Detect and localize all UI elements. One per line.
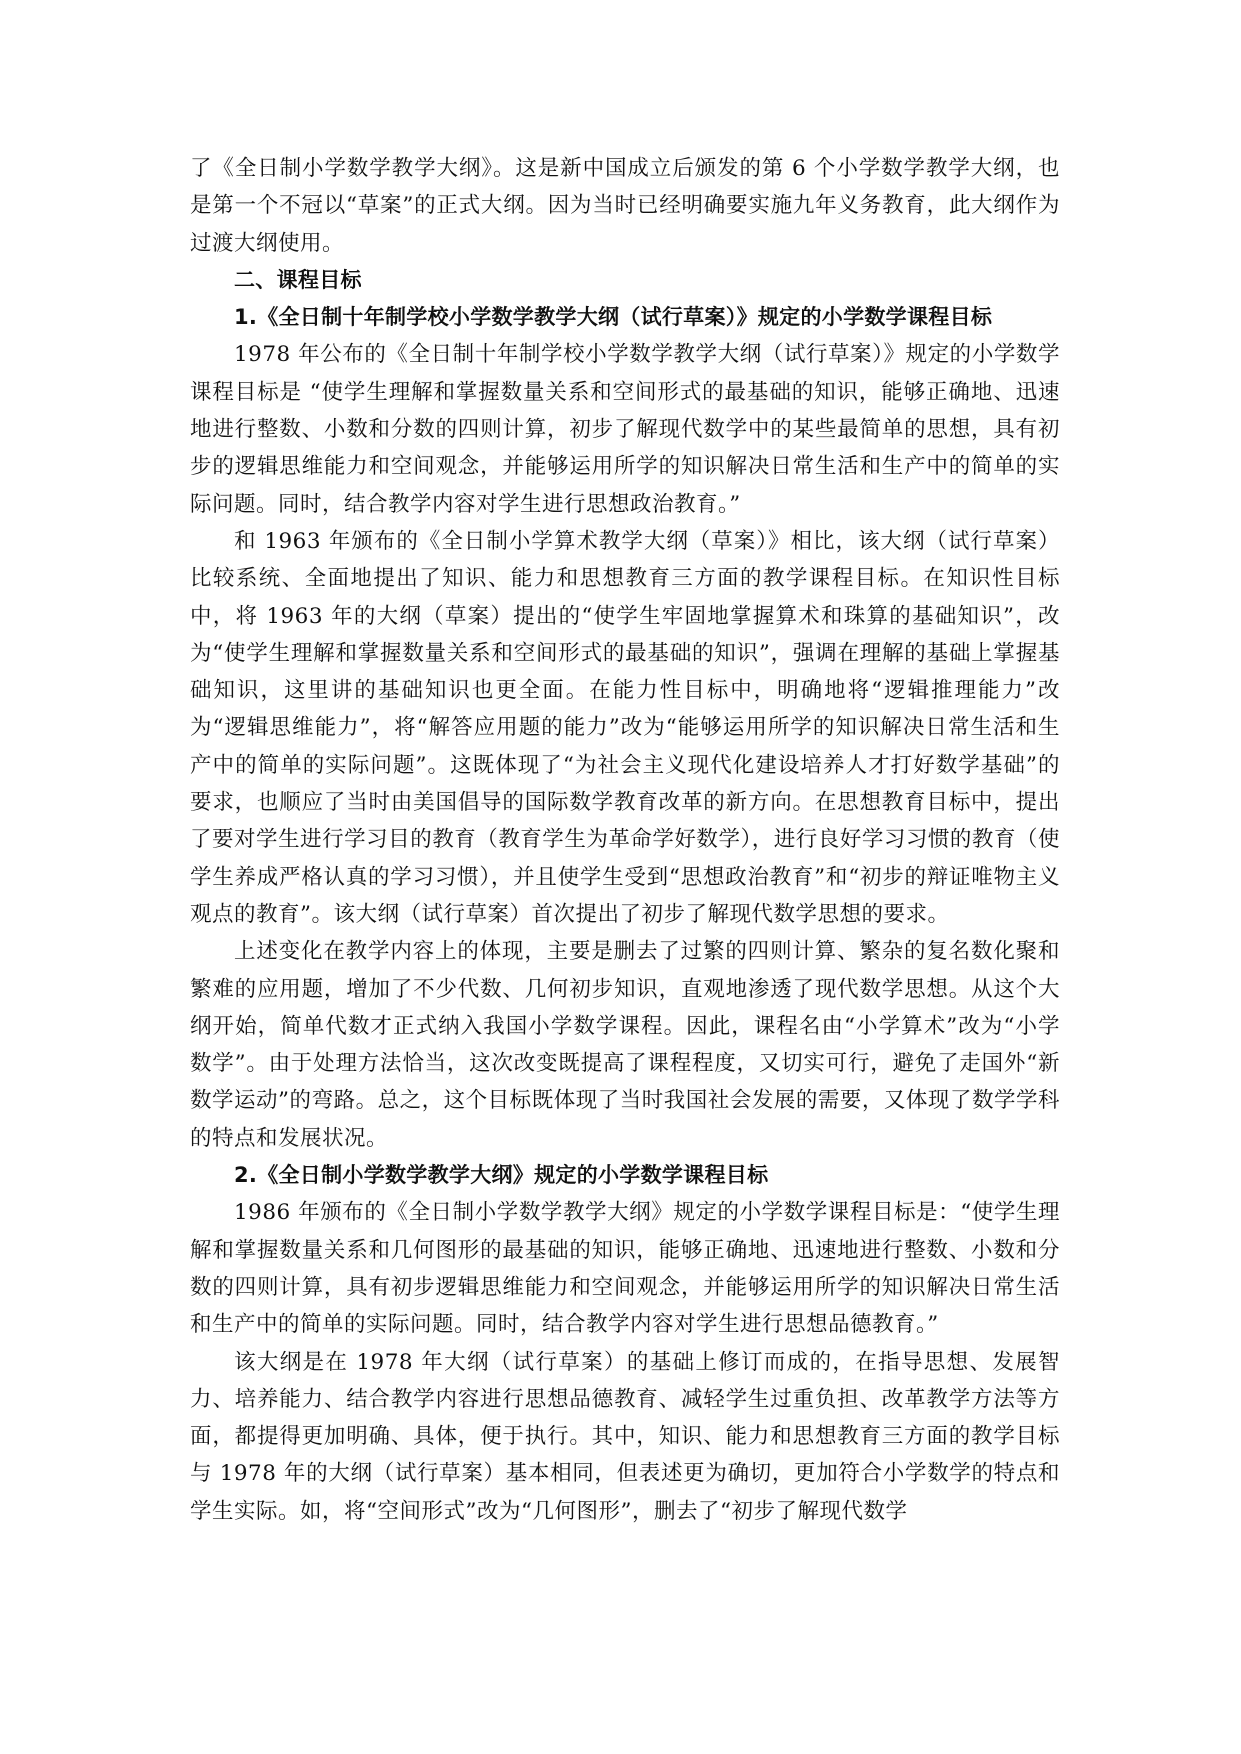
paragraph-1963-comparison: 和 1963 年颁布的《全日制小学算术教学大纲（草案）》相比，该大纲（试行草案）比较系统、全面地提出了知识、能力和思想教育三方面的教学课程目标。在知识性目标中，将 1963 年的大纲（草案）提出的“使学生牢固地掌握算术和珠算的基础知识”，改为“使学生理解和掌握数量关系和空间形式的最基础的知识”，强调在理解的基础上掌握基础知识，这里讲的基础知识也更全面。在能力性目标中，明确地将“逻辑推理能力”改为“逻辑思维能力”，将“解答应用题的能力”改为“能够运用所学的知识解决日常生活和生产中的简单的实际问题”。这既体现了“为社会主义现代化建设培养人才打好数学基础”的要求，也顺应了当时由美国倡导的国际数学教育改革的新方向。在思想教育目标中，提出了要对学生进行学习目的教育（教育学生为革命学好数学），进行良好学习习惯的教育（使学生养成严格认真的学习习惯），并且使学生受到“思想政治教育”和“初步的辩证唯物主义观点的教育”。该大纲（试行草案）首次提出了初步了解现代数学思想的要求。 (190, 528, 1060, 927)
section-heading: 二、课程目标 (234, 267, 362, 292)
document-body (190, 150, 1060, 1530)
paragraph-1978-goal: 1978 年公布的《全日制十年制学校小学数学教学大纲（试行草案）》规定的小学数学课程目标是 “使学生理解和掌握数量关系和空间形式的最基础的知识，能够正确地、迅速地进行整数、小数和分数的四则计算，初步了解现代数学中的某些最简单的思想，具有初步的逻辑思维能力和空间观念，并能够运用所学的知识解决日常生活和生产中的简单的实际问题。同时，结合教学内容对学生进行思想政治教育。” (190, 342, 1060, 517)
paragraph-intro: 了《全日制小学数学教学大纲》。这是新中国成立后颁发的第 6 个小学数学教学大纲，也是第一个不冠以“草案”的正式大纲。因为当时已经明确要实施九年义务教育，此大纲作为过渡大纲使用。 (190, 156, 1060, 256)
paragraph-1986-goal: 1986 年颁布的《全日制小学数学教学大纲》规定的小学数学课程目标是：“使学生理解和掌握数量关系和几何图形的最基础的知识，能够正确地、迅速地进行整数、小数和分数的四则计算，具有初步逻辑思维能力和空间观念，并能够运用所学的知识解决日常生活和生产中的简单的实际问题。同时，结合教学内容对学生进行思想品德教育。” (190, 1200, 1060, 1338)
subsection-heading-1: 1.《全日制十年制学校小学数学教学大纲（试行草案）》规定的小学数学课程目标 (234, 305, 993, 330)
paragraph-content-changes: 上述变化在教学内容上的体现，主要是删去了过繁的四则计算、繁杂的复名数化聚和繁难的应用题，增加了不少代数、几何初步知识，直观地渗透了现代数学思想。从这个大纲开始，简单代数才正式纳入我国小学数学课程。因此，课程名由“小学算术”改为“小学数学”。由于处理方法恰当，这次改变既提高了课程程度，又切实可行，避免了走国外“新数学运动”的弯路。总之，这个目标既体现了当时我国社会发展的需要，又体现了数学学科的特点和发展状况。 (190, 939, 1060, 1151)
paragraph-1986-revision: 该大纲是在 1978 年大纲（试行草案）的基础上修订而成的，在指导思想、发展智力、培养能力、结合教学内容进行思想品德教育、减轻学生过重负担、改革教学方法等方面，都提得更加明确、具体，便于执行。其中，知识、能力和思想教育三方面的教学目标与 1978 年的大纲（试行草案）基本相同，但表述更为确切，更加符合小学数学的特点和学生实际。如，将“空间形式”改为“几何图形”，删去了“初步了解现代数学 (190, 1349, 1060, 1524)
subsection-heading-2: 2.《全日制小学数学教学大纲》规定的小学数学课程目标 (234, 1163, 769, 1188)
